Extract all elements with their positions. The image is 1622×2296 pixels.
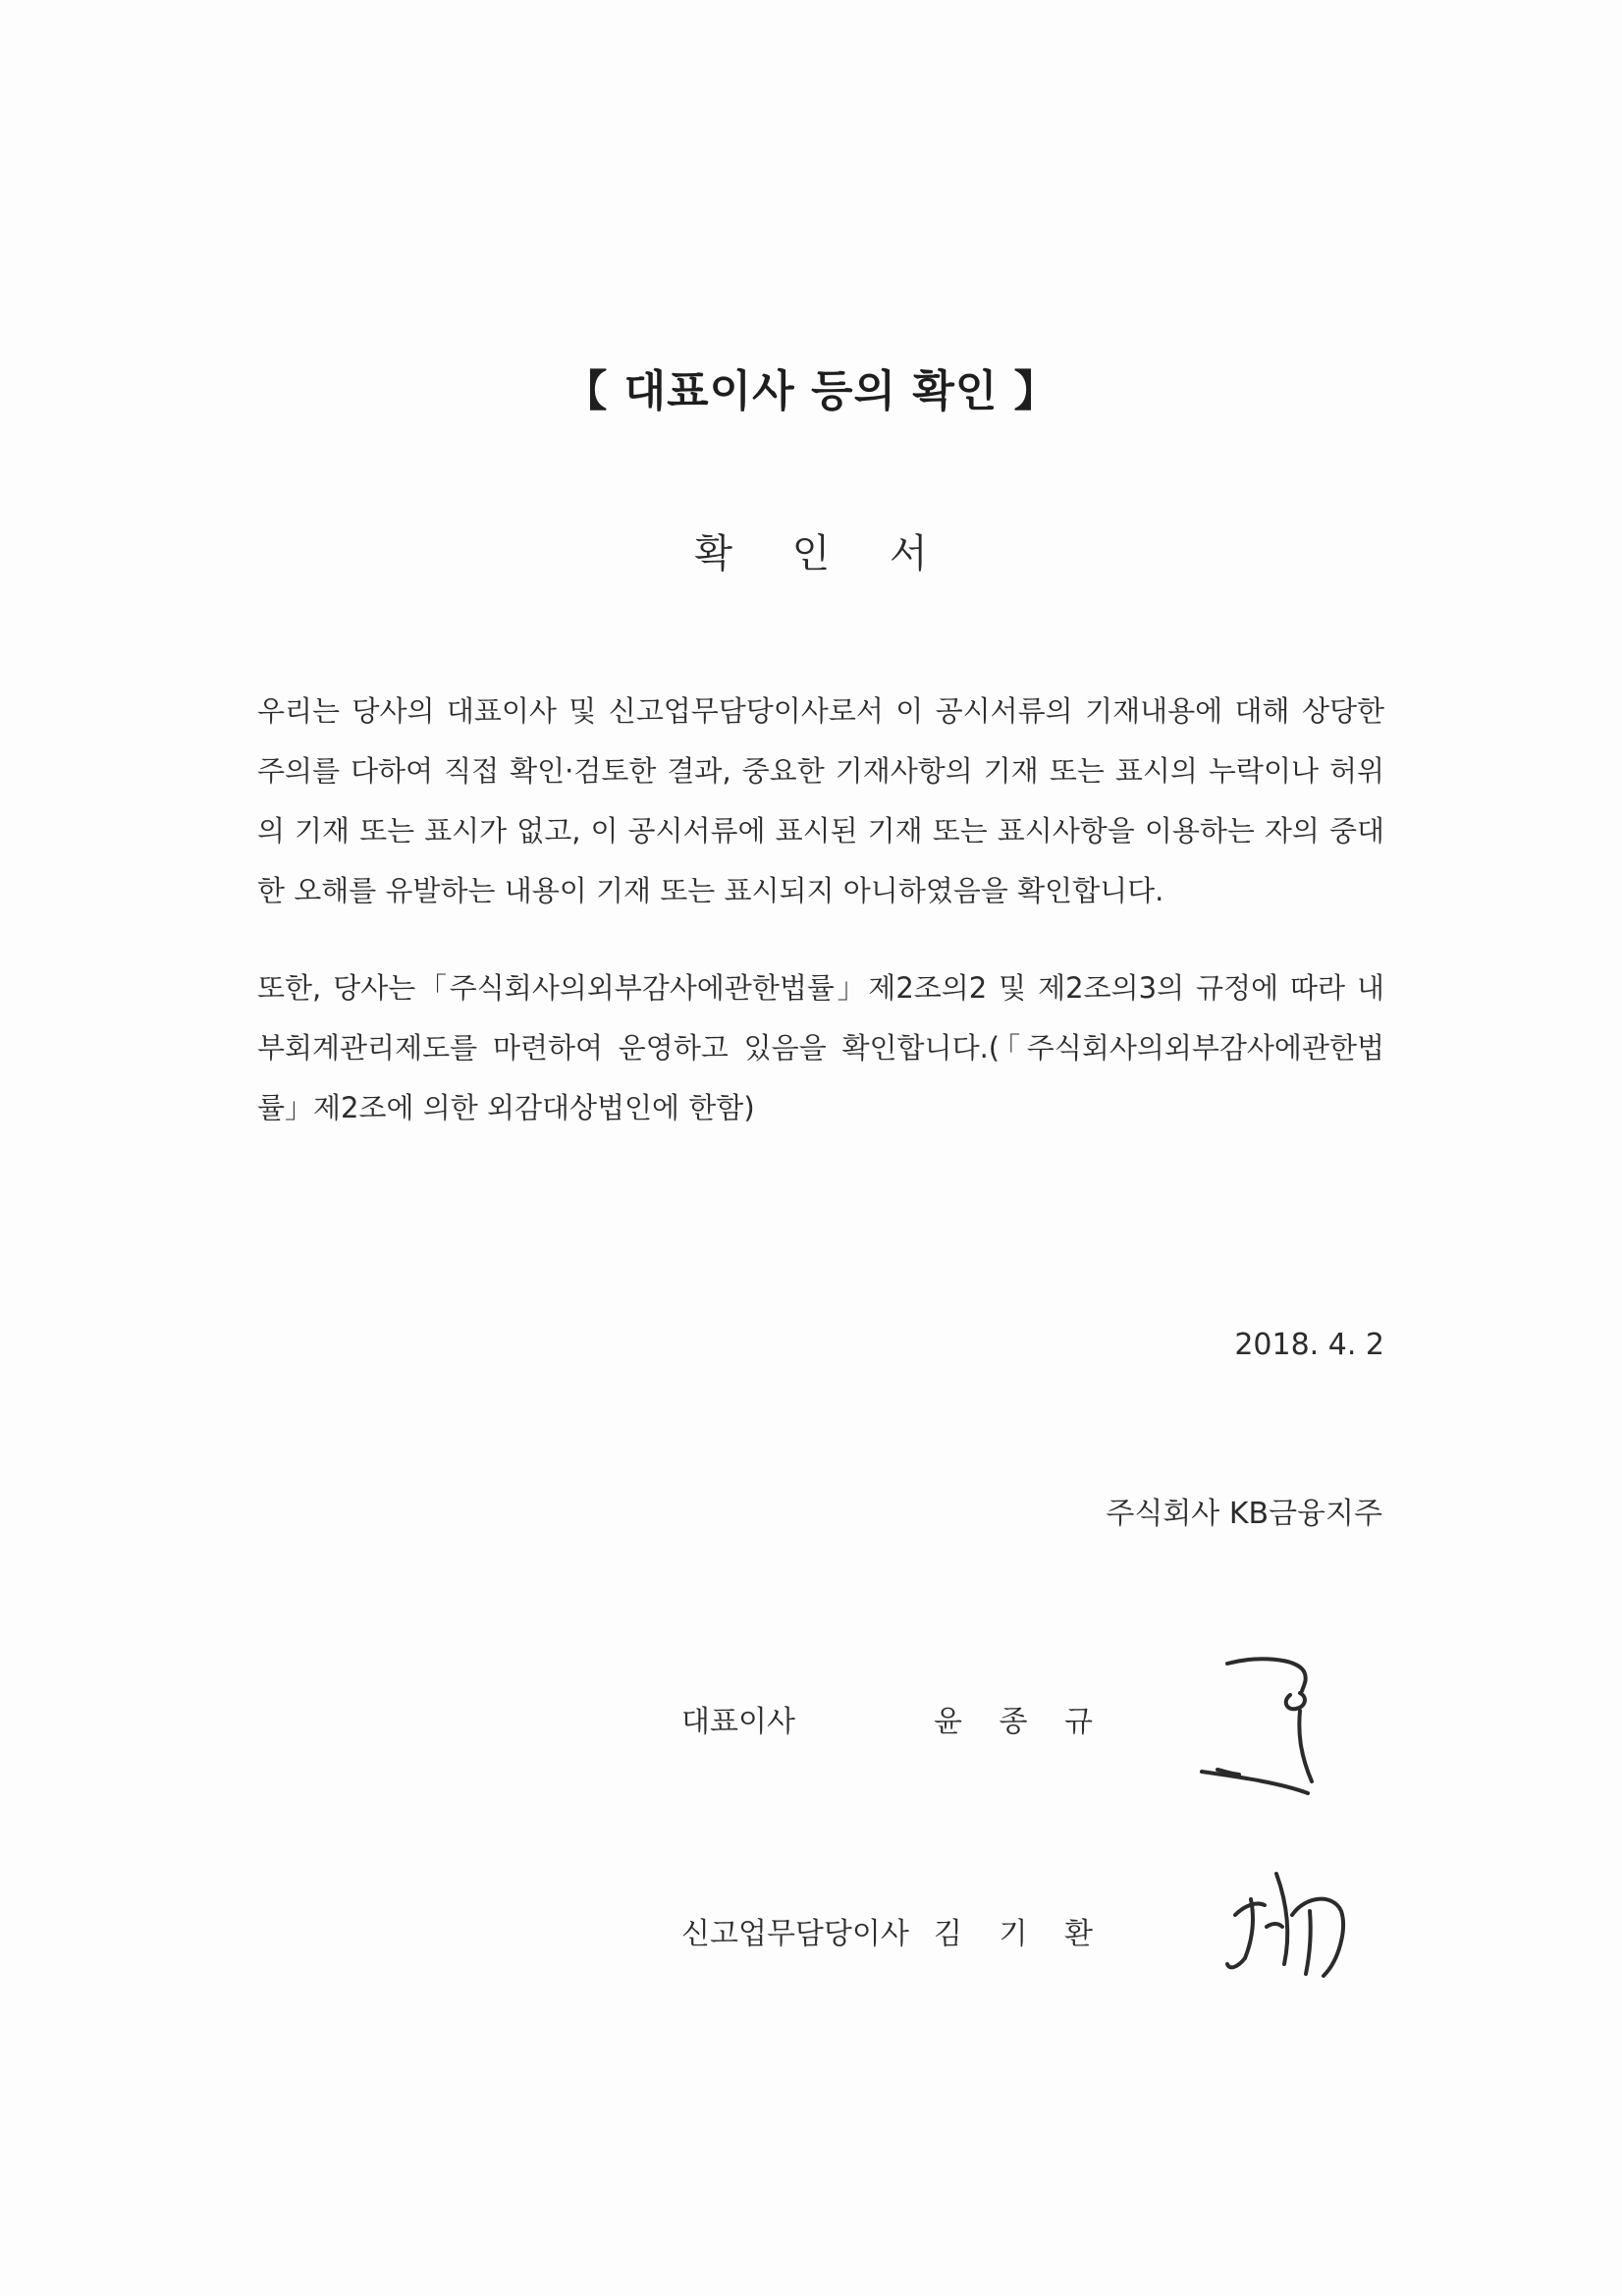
document-heading: 【 대표이사 등의 확인 】	[564, 366, 1058, 416]
signatory-row-ceo	[0, 1697, 1622, 1756]
company-name: 주식회사 KB금융지주	[1106, 1497, 1382, 1531]
document-date: 2018. 4. 2	[1234, 1328, 1384, 1362]
document-subheading: 확 인 서	[694, 531, 951, 576]
signatory-title: 대표이사	[681, 1705, 795, 1739]
signatory-name: 김 기 환	[934, 1917, 1108, 1951]
director-signature-image	[1216, 1866, 1363, 1994]
confirmation-paragraph: 우리는 당사의 대표이사 및 신고업무담당이사로서 이 공시서류의 기재내용에 대해 상당한 주의를 다하여 직접 확인·검토한 결과, 중요한 기재사항의 기재 또는 표시의 누락이나 허위의 기재 또는 표시가 없고, 이 공시서류에 표시된 기재 또는 표시사항을 이용하는 자의 중대한 오해를 유발하는 내용이 기재 또는 표시되지 아니하였음을 확인합니다.	[257, 694, 1384, 907]
signatory-title: 신고업무담당이사	[681, 1917, 909, 1951]
signatory-row-disclosure-director	[0, 1909, 1622, 1968]
internal-control-paragraph: 또한, 당사는「주식회사의외부감사에관한법률」제2조의2 및 제2조의3의 규정에 따라 내부회계관리제도를 마련하여 운영하고 있음을 확인합니다.(「주식회사의외부감사에관한법률」제2조에 의한 외감대상법인에 한함)	[257, 971, 1384, 1124]
ceo-signature-image	[1188, 1646, 1375, 1813]
signatory-name: 윤 종 규	[934, 1705, 1108, 1739]
